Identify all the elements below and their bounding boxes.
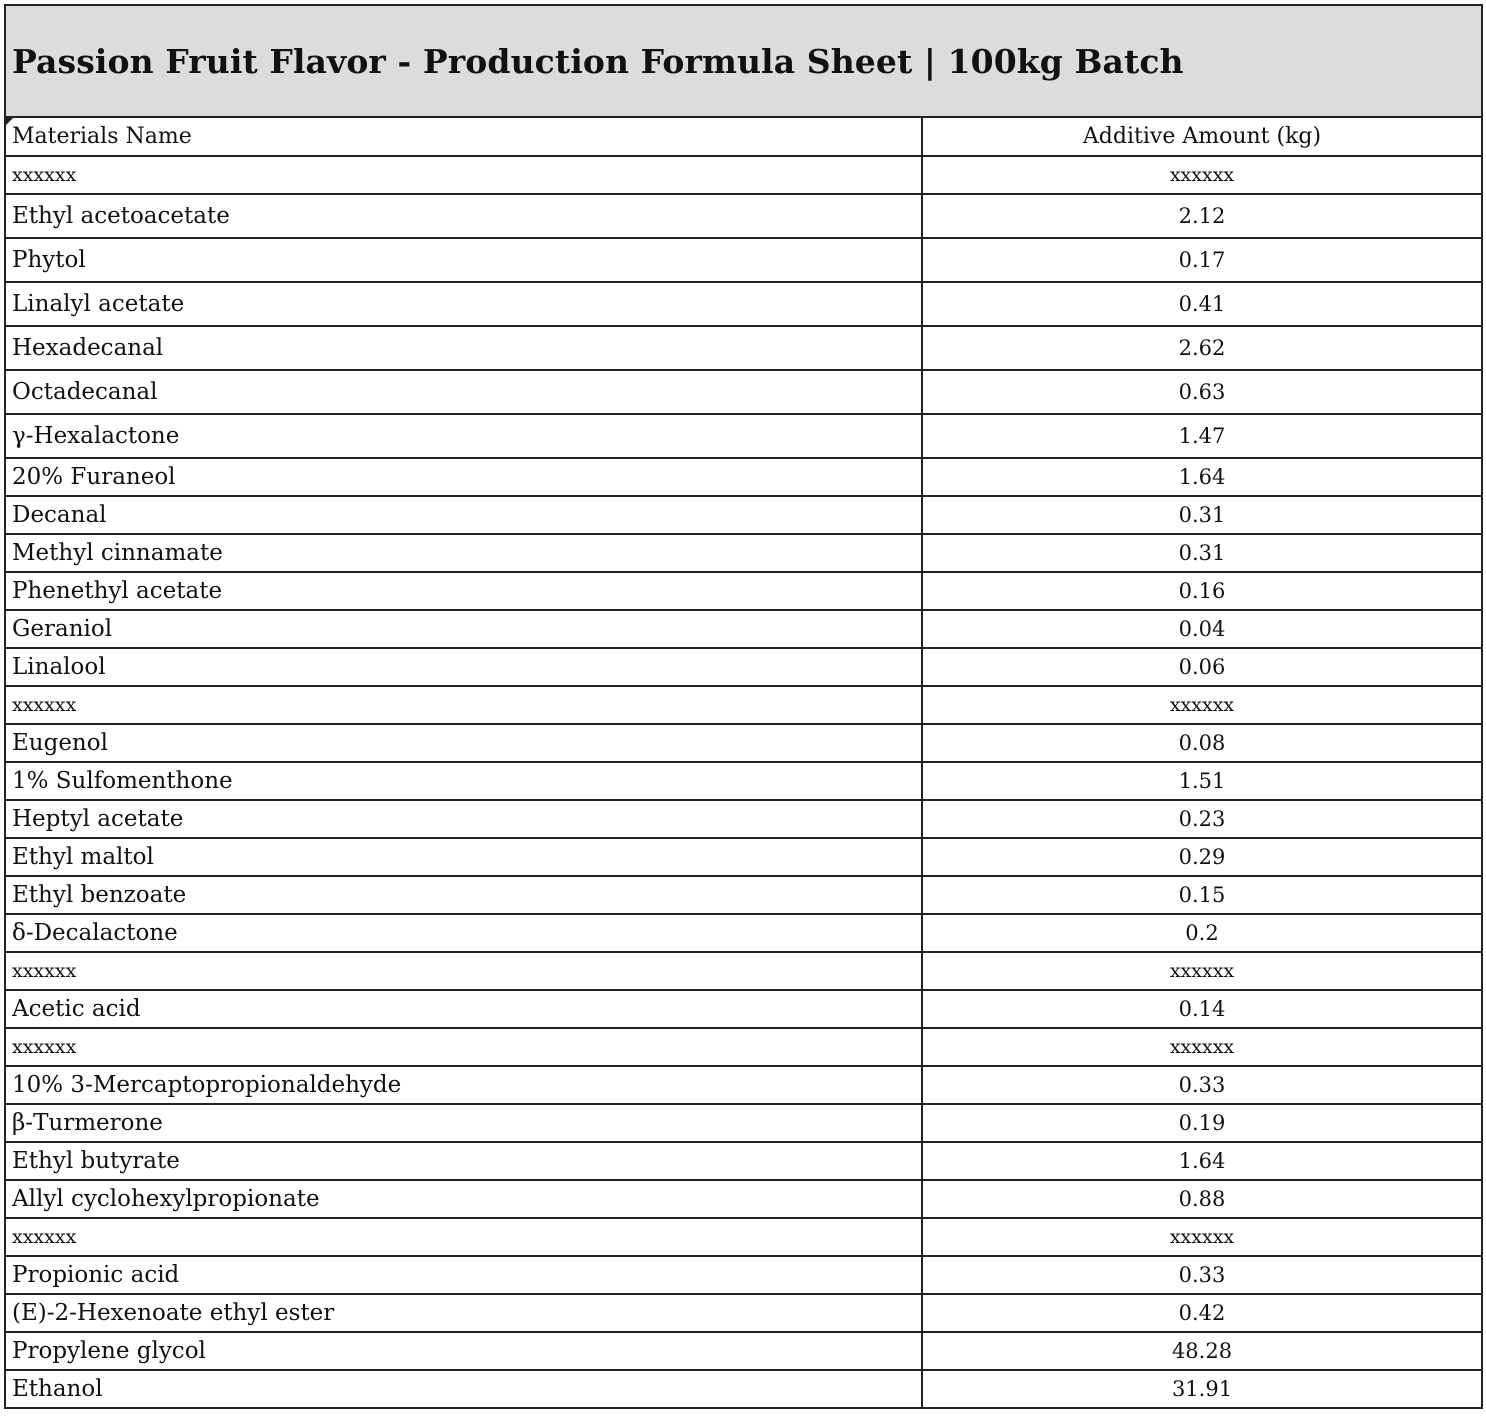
table-row xyxy=(6,838,1481,876)
cell-material-name[interactable]: Ethyl maltol xyxy=(6,838,922,876)
cell-material-name[interactable]: Ethanol xyxy=(6,1370,922,1408)
cell-additive-amount[interactable]: xxxxxx xyxy=(922,1218,1481,1256)
page-title: Passion Fruit Flavor - Production Formula Sheet | 100kg Batch xyxy=(12,41,1184,81)
table-row xyxy=(6,326,1481,370)
table-row xyxy=(6,1370,1481,1408)
table-row xyxy=(6,800,1481,838)
column-header-materials-name[interactable]: Materials Name xyxy=(6,118,922,156)
table-row xyxy=(6,414,1481,458)
cell-material-name[interactable]: Acetic acid xyxy=(6,990,922,1028)
cell-material-name[interactable]: Phenethyl acetate xyxy=(6,572,922,610)
cell-material-name[interactable]: Propionic acid xyxy=(6,1256,922,1294)
cell-additive-amount[interactable]: 0.33 xyxy=(922,1066,1481,1104)
cell-additive-amount[interactable]: 0.33 xyxy=(922,1256,1481,1294)
table-row xyxy=(6,572,1481,610)
table-body xyxy=(6,156,1481,1408)
cell-material-name[interactable]: 10% 3-Mercaptopropionaldehyde xyxy=(6,1066,922,1104)
cell-additive-amount[interactable]: 0.41 xyxy=(922,282,1481,326)
table-row xyxy=(6,952,1481,990)
cell-additive-amount[interactable]: 0.04 xyxy=(922,610,1481,648)
table-row xyxy=(6,534,1481,572)
table-row xyxy=(6,1028,1481,1066)
cell-material-name[interactable]: xxxxxx xyxy=(6,156,922,194)
cell-material-name[interactable]: Octadecanal xyxy=(6,370,922,414)
table-header-row xyxy=(6,118,1481,156)
formula-sheet xyxy=(4,4,1483,1409)
cell-additive-amount[interactable]: 0.23 xyxy=(922,800,1481,838)
cell-material-name[interactable]: (E)-2-Hexenoate ethyl ester xyxy=(6,1294,922,1332)
table-row xyxy=(6,194,1481,238)
column-header-additive-amount[interactable]: Additive Amount (kg) xyxy=(922,118,1481,156)
table-row xyxy=(6,282,1481,326)
cell-additive-amount[interactable]: 0.15 xyxy=(922,876,1481,914)
cell-material-name[interactable]: Geraniol xyxy=(6,610,922,648)
cell-material-name[interactable]: Linalool xyxy=(6,648,922,686)
table-row xyxy=(6,876,1481,914)
table-row xyxy=(6,1142,1481,1180)
cell-additive-amount[interactable]: xxxxxx xyxy=(922,1028,1481,1066)
cell-material-name[interactable]: Phytol xyxy=(6,238,922,282)
cell-additive-amount[interactable]: xxxxxx xyxy=(922,686,1481,724)
cell-material-name[interactable]: Ethyl benzoate xyxy=(6,876,922,914)
cell-additive-amount[interactable]: 0.19 xyxy=(922,1104,1481,1142)
table-row xyxy=(6,762,1481,800)
cell-material-name[interactable]: Eugenol xyxy=(6,724,922,762)
cell-additive-amount[interactable]: 48.28 xyxy=(922,1332,1481,1370)
table-row xyxy=(6,686,1481,724)
cell-material-name[interactable]: β-Turmerone xyxy=(6,1104,922,1142)
cell-material-name[interactable]: δ-Decalactone xyxy=(6,914,922,952)
cell-material-name[interactable]: γ-Hexalactone xyxy=(6,414,922,458)
cell-material-name[interactable]: Decanal xyxy=(6,496,922,534)
table-row xyxy=(6,648,1481,686)
cell-additive-amount[interactable]: 1.64 xyxy=(922,458,1481,496)
cell-additive-amount[interactable]: 0.31 xyxy=(922,534,1481,572)
table-row xyxy=(6,370,1481,414)
table-row xyxy=(6,724,1481,762)
cell-additive-amount[interactable]: 0.2 xyxy=(922,914,1481,952)
cell-additive-amount[interactable]: 0.06 xyxy=(922,648,1481,686)
table-row xyxy=(6,1180,1481,1218)
cell-additive-amount[interactable]: 31.91 xyxy=(922,1370,1481,1408)
title-bar xyxy=(6,6,1481,118)
cell-additive-amount[interactable]: 2.62 xyxy=(922,326,1481,370)
cell-material-name[interactable]: xxxxxx xyxy=(6,952,922,990)
table-row xyxy=(6,1104,1481,1142)
table-row xyxy=(6,1066,1481,1104)
cell-material-name[interactable]: xxxxxx xyxy=(6,1218,922,1256)
table-row xyxy=(6,458,1481,496)
cell-material-name[interactable]: xxxxxx xyxy=(6,1028,922,1066)
cell-material-name[interactable]: Ethyl acetoacetate xyxy=(6,194,922,238)
table-row xyxy=(6,496,1481,534)
cell-additive-amount[interactable]: 1.47 xyxy=(922,414,1481,458)
table-row xyxy=(6,914,1481,952)
table-row xyxy=(6,1332,1481,1370)
table-row xyxy=(6,1218,1481,1256)
cell-additive-amount[interactable]: xxxxxx xyxy=(922,952,1481,990)
cell-material-name[interactable]: Propylene glycol xyxy=(6,1332,922,1370)
cell-additive-amount[interactable]: 0.17 xyxy=(922,238,1481,282)
table-row xyxy=(6,990,1481,1028)
cell-material-name[interactable]: Heptyl acetate xyxy=(6,800,922,838)
table-row xyxy=(6,1294,1481,1332)
table-row xyxy=(6,156,1481,194)
cell-material-name[interactable]: 20% Furaneol xyxy=(6,458,922,496)
cell-additive-amount[interactable]: 0.14 xyxy=(922,990,1481,1028)
cell-material-name[interactable]: xxxxxx xyxy=(6,686,922,724)
cell-additive-amount[interactable]: 0.08 xyxy=(922,724,1481,762)
cell-additive-amount[interactable]: 0.42 xyxy=(922,1294,1481,1332)
table-row xyxy=(6,1256,1481,1294)
cell-additive-amount[interactable]: 1.51 xyxy=(922,762,1481,800)
cell-additive-amount[interactable]: 0.63 xyxy=(922,370,1481,414)
cell-additive-amount[interactable]: 0.29 xyxy=(922,838,1481,876)
materials-table xyxy=(6,118,1481,1409)
table-row xyxy=(6,610,1481,648)
cell-additive-amount[interactable]: 0.16 xyxy=(922,572,1481,610)
cell-additive-amount[interactable]: xxxxxx xyxy=(922,156,1481,194)
cell-material-name[interactable]: Methyl cinnamate xyxy=(6,534,922,572)
cell-additive-amount[interactable]: 0.88 xyxy=(922,1180,1481,1218)
cell-additive-amount[interactable]: 0.31 xyxy=(922,496,1481,534)
cell-material-name[interactable]: Linalyl acetate xyxy=(6,282,922,326)
cell-material-name[interactable]: Ethyl butyrate xyxy=(6,1142,922,1180)
cell-material-name[interactable]: 1% Sulfomenthone xyxy=(6,762,922,800)
table-row xyxy=(6,238,1481,282)
cell-additive-amount[interactable]: 1.64 xyxy=(922,1142,1481,1180)
cell-material-name[interactable]: Allyl cyclohexylpropionate xyxy=(6,1180,922,1218)
cell-selection-marker xyxy=(6,118,13,125)
cell-additive-amount[interactable]: 2.12 xyxy=(922,194,1481,238)
cell-material-name[interactable]: Hexadecanal xyxy=(6,326,922,370)
